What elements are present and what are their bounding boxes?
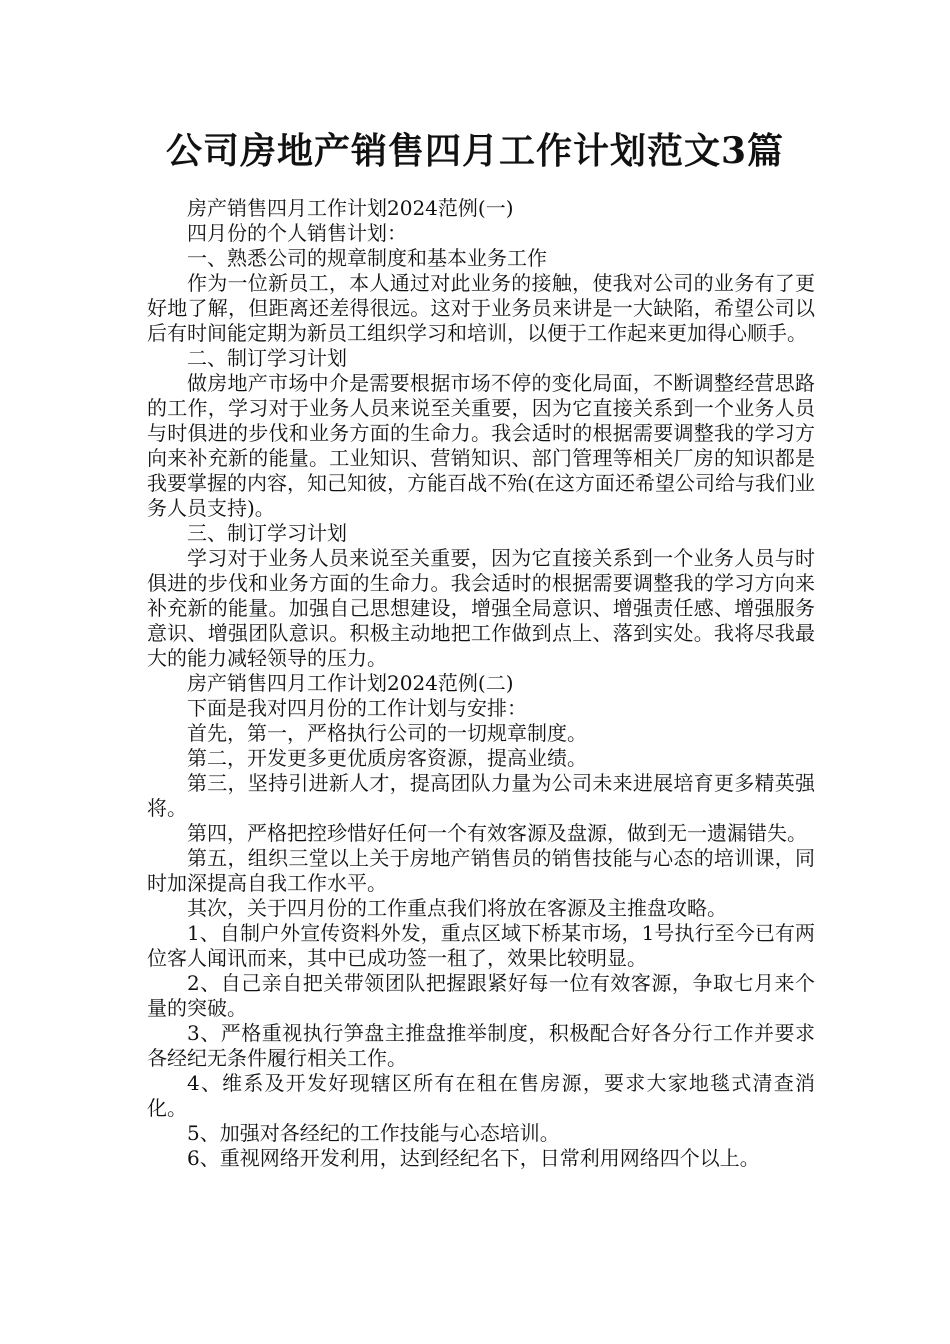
paragraph: 1、自制户外宣传资料外发，重点区域下桥某市场，1号执行至今已有两位客人闻讯而来，其中已成功签一租了，效果比较明显。 (147, 921, 815, 970)
paragraph: 二、制订学习计划 (187, 346, 347, 370)
paragraph: 房产销售四月工作计划2024范例(二) (187, 671, 514, 695)
paragraph: 房产销售四月工作计划2024范例(一) (187, 196, 514, 220)
paragraph: 一、熟悉公司的规章制度和基本业务工作 (187, 246, 547, 270)
paragraph: 首先，第一，严格执行公司的一切规章制度。 (187, 721, 587, 745)
paragraph: 其次，关于四月份的工作重点我们将放在客源及主推盘攻略。 (187, 896, 727, 920)
paragraph: 四月份的个人销售计划： (187, 221, 407, 245)
paragraph: 2、自己亲自把关带领团队把握跟紧好每一位有效客源，争取七月来个量的突破。 (147, 971, 815, 1020)
paragraph: 第三，坚持引进新人才，提高团队力量为公司未来进展培育更多精英强将。 (147, 771, 815, 820)
paragraph: 第二，开发更多更优质房客资源，提高业绩。 (187, 746, 587, 770)
paragraph: 第四，严格把控珍惜好任何一个有效客源及盘源，做到无一遗漏错失。 (187, 821, 807, 845)
paragraph: 三、制订学习计划 (187, 521, 347, 545)
document-title: 公司房地产销售四月工作计划范文3篇 (165, 130, 785, 172)
paragraph: 3、严格重视执行笋盘主推盘推举制度，积极配合好各分行工作并要求各经纪无条件履行相关工作。 (147, 1021, 815, 1070)
paragraph: 作为一位新员工，本人通过对此业务的接触，使我对公司的业务有了更好地了解，但距离还差得很远。这对于业务员来讲是一大缺陷，希望公司以后有时间能定期为新员工组织学习和培训，以便于工作起来更加得心顺手。 (147, 271, 815, 345)
paragraph: 4、维系及开发好现辖区所有在租在售房源，要求大家地毯式清查消化。 (147, 1071, 815, 1120)
paragraph: 学习对于业务人员来说至关重要，因为它直接关系到一个业务人员与时俱进的步伐和业务方面的生命力。我会适时的根据需要调整我的学习方向来补充新的能量。加强自己思想建设，增强全局意识、增强责任感、增强服务意识、增强团队意识。积极主动地把工作做到点上、落到实处。我将尽我最大的能力减轻领导的压力。 (147, 546, 815, 670)
paragraph: 下面是我对四月份的工作计划与安排： (187, 696, 527, 720)
paragraph: 5、加强对各经纪的工作技能与心态培训。 (187, 1121, 560, 1145)
paragraph: 6、重视网络开发利用，达到经纪名下，日常利用网络四个以上。 (187, 1146, 760, 1170)
paragraph: 做房地产市场中介是需要根据市场不停的变化局面，不断调整经营思路的工作，学习对于业务人员来说至关重要，因为它直接关系到一个业务人员与时俱进的步伐和业务方面的生命力。我会适时的根据需要调整我的学习方向来补充新的能量。工业知识、营销知识、部门管理等相关厂房的知识都是我要掌握的内容，知己知彼，方能百战不殆(在这方面还希望公司给与我们业务人员支持)。 (147, 371, 815, 520)
paragraph: 第五，组织三堂以上关于房地产销售员的销售技能与心态的培训课，同时加深提高自我工作水平。 (147, 846, 815, 895)
document-body (147, 196, 815, 1171)
